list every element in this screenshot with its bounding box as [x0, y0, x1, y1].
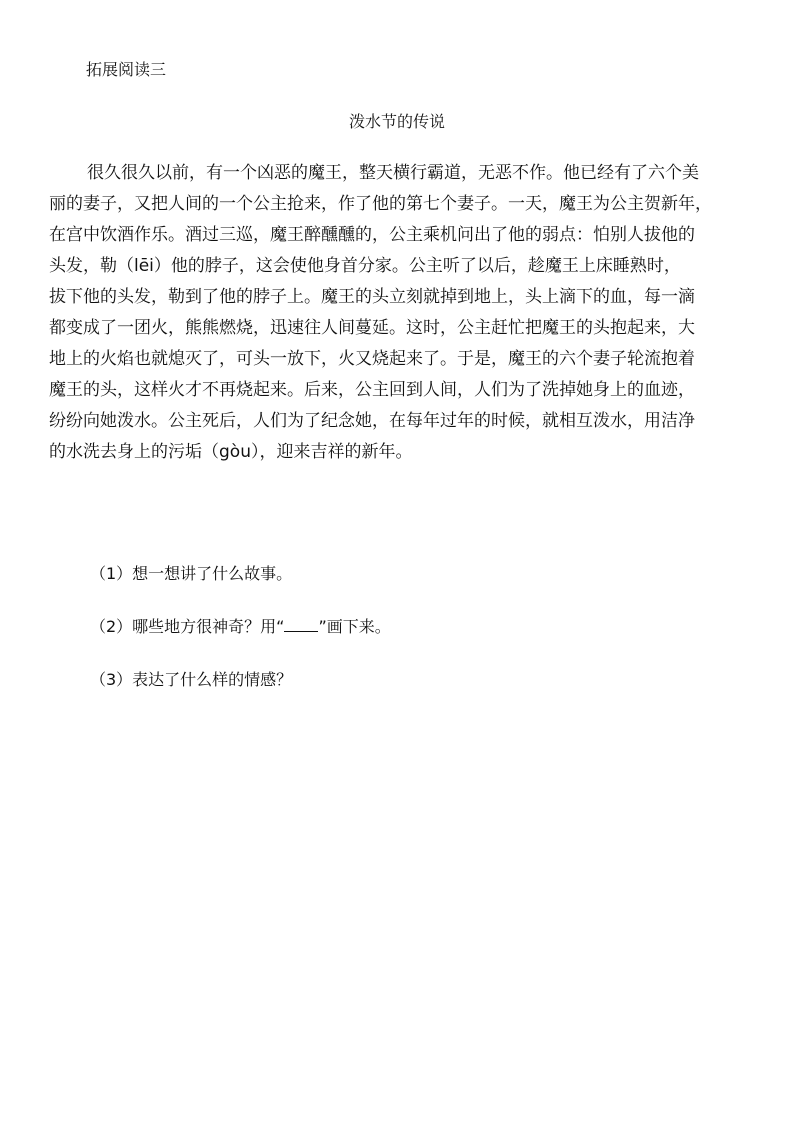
paragraph-line: 的水洗去身上的污垢（gòu），迎来吉祥的新年。: [49, 442, 413, 462]
paragraph-line: 很久很久以前，有一个凶恶的魔王，整天横行霸道，无恶不作。他已经有了六个美: [87, 163, 699, 183]
paragraph-line: 丽的妻子，又把人间的一个公主抢来，作了他的第七个妻子。一天，魔王为公主贺新年，: [49, 194, 712, 214]
paragraph-line: 地上的火焰也就熄灭了，可头一放下，火又烧起来了。于是，魔王的六个妻子轮流抱着: [49, 349, 695, 369]
question-2-prefix: （2）哪些地方很神奇？用“: [90, 617, 285, 636]
paragraph-line: 头发，勒（lēi）他的脖子，这会使他身首分家。公主听了以后，趁魔王上床睡熟时，: [49, 256, 681, 276]
question-3: （3）表达了什么样的情感？: [90, 670, 293, 689]
paragraph-line: 拔下他的头发，勒到了他的脖子上。魔王的头立刻就掉到地上，头上滴下的血，每一滴: [49, 287, 695, 307]
paragraph-line: 纷纷向她泼水。公主死后，人们为了纪念她，在每年过年的时候，就相互泼水，用洁净: [49, 411, 695, 431]
answer-blank-line: [284, 615, 318, 632]
paragraph-line: 魔王的头，这样火才不再烧起来。后来，公主回到人间，人们为了洗掉她身上的血迹，: [49, 380, 695, 400]
question-2: [90, 613, 710, 666]
paragraph-line: 在宫中饮酒作乐。酒过三巡，魔王醉醺醺的，公主乘机问出了他的弱点：怕别人拔他的: [49, 225, 695, 245]
story-paragraph: [49, 158, 769, 468]
question-2-suffix: ”画下来。: [318, 617, 391, 636]
question-1: （1）想一想讲了什么故事。: [90, 564, 293, 583]
question-list: [90, 560, 710, 719]
section-label: 拓展阅读三: [86, 60, 167, 79]
paragraph-line: 都变成了一团火，熊熊燃烧，迅速往人间蔓延。这时，公主赶忙把魔王的头抱起来，大: [49, 318, 695, 338]
story-title: 泼水节的传说: [348, 112, 445, 131]
